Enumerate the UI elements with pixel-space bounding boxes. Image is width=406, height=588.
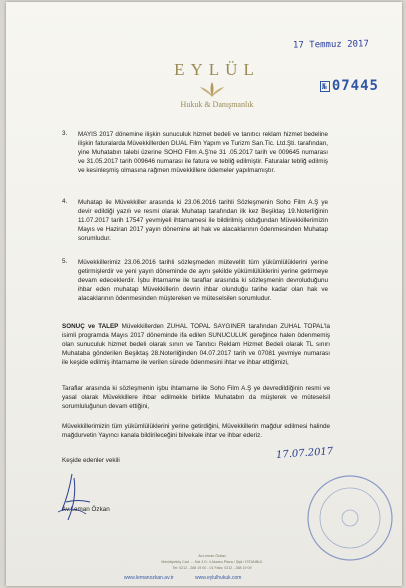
number-sign: №	[322, 81, 328, 91]
footer-phone: Tel: 0212 - 288 19 00 - 01 Faks: 0212 - 288 19 09	[172, 566, 252, 570]
round-stamp-icon	[304, 472, 396, 564]
footer-address: Mecidiyeköy Cad. ... Kat 4 D: 4 Akarsu Plaza / Şişli / İSTANBUL	[161, 560, 263, 564]
document-number-value: 07445	[331, 78, 379, 94]
item-5-number: 5.	[62, 258, 68, 265]
brand-name: EYLÜL	[174, 60, 260, 79]
footer-link-lemanozkan[interactable]: www.lemanozkan.av.tr	[124, 575, 174, 581]
footer-link-eylulhukuk[interactable]: www.eylulhukuk.com	[195, 575, 242, 581]
footer-name: Av.Leman Özkan	[198, 554, 226, 558]
item-4-number: 4.	[62, 198, 68, 205]
document-number	[320, 78, 379, 94]
transfer-paragraph: Taraflar arasında ki sözleşmenin işbu ihtarname ile Soho Film A.Ş ye devredildiğinin resmi ve yasal olarak Müvekkillere ihbar edilmekle birlikte Muhatabın da müşterek ve müteselsil sorumluluğunun devam ettiğini,	[62, 385, 330, 411]
item-3-text: MAYIS 2017 dönemine ilişkin sunuculuk hizmet bedeli ve tanıtıcı reklam hizmet bedeline ilişkin faturalarda Müvekkillerden DUAL Film Yapım ve Turizm San.Tic. Ltd.Şti. tarafından, yine Muhatabın talebi üzerine SOHO Film A.Ş'ne 31 .05.2017 tarih ve 009645 numarası ve 31.05.2017 tarih 009646 numarası ile fatura ve tebliğ edilmiştir. Faturalar tebliğ edilmiş ve kesinleşmiş olmasına rağmen müvekkillere ödemeler yapılmamıştır.	[78, 131, 328, 175]
item-3-number: 3.	[62, 130, 68, 137]
notice-paragraph: Müvekkillerimizin tüm yükümlülüklerini yerine getirdiğini, Müvekkillerin mağdur edilmesi halinde mağdurvetin Yayıncı kanala bildirileceğini bilvekale ihtar ve ihbar ederiz.	[62, 423, 330, 440]
brand-subtitle: Hukuk & Danışmanlık	[180, 100, 254, 109]
conclusion-text: Müvekkillerden ZUHAL TOPAL SAYGINER tarafından ZUHAL TOPAL'la isimli programda Mayıs 2017 döneminde ifa edilen SUNUCULUK gereğince halen ödenmemiş olan sunuculuk hizmet bedeli olarak sınırı ve Tanıtıcı Reklam Hizmet Bedeli olarak TL sınırı Muhataba gönderilen Beşiktaş 28.Noterliğinden 04.07.2017 tarih ve 07081 yevmiye numarası ile keşide edilmiş ihtarname ile verilen sürede ödenmesini ihtar ve ihbar ettiğimizi,	[62, 323, 330, 367]
signer-name: Av.Leman Özkan	[62, 506, 110, 513]
item-4-text: Muhatap ile Müvekkiller arasında ki 23.06.2016 tarihli Sözleşmenin Soho Film A.Ş ye devir edildiği yazılı ve resmi olarak Muhatap tarafından ilk kez Beşiktaş 19.Noterliğinin 11.07.2017 tarih 17547 yevmiyeli ihtarnamesi ile bildirilmiş olduğundan Müvekkillerimizin Mayıs ve Haziran 2017 yayın dönemine ait hak ve alacaklarının ödenmesinden Muhatap sorumludur.	[78, 199, 328, 243]
document-page	[6, 2, 402, 586]
received-date-stamp: 17 Temmuz 2017	[292, 39, 369, 51]
signature-scribble-icon	[52, 472, 98, 524]
item-5-text: Müvekkillerimiz 23.06.2016 tarihli sözleşmeden mütevellit tüm yükümlülüklerini yerine getirmişlerdir ve yeni yayın döneminde de aynı şekilde yükümlülüklerini yerine getirmeye devam edeceklerdir. İşbu ihtarname ile taraflar arasında ki sözleşmenin devroluduğunu ihbar eden muhatap Müvekkillerin devrin ihbar olunduğu tarihe kadar olan hak ve alacaklarının ödenmesinden müştereken ve müteselsilen sorumludur.	[78, 259, 328, 303]
footer-links	[124, 575, 261, 581]
closing-line: Keşide edenler vekili	[62, 457, 120, 464]
leaf-logo-icon	[199, 82, 225, 98]
handwritten-date-signature: 17.07.2017	[275, 446, 334, 461]
conclusion-paragraph	[62, 322, 330, 367]
conclusion-heading: SONUÇ ve TALEP	[62, 323, 119, 330]
